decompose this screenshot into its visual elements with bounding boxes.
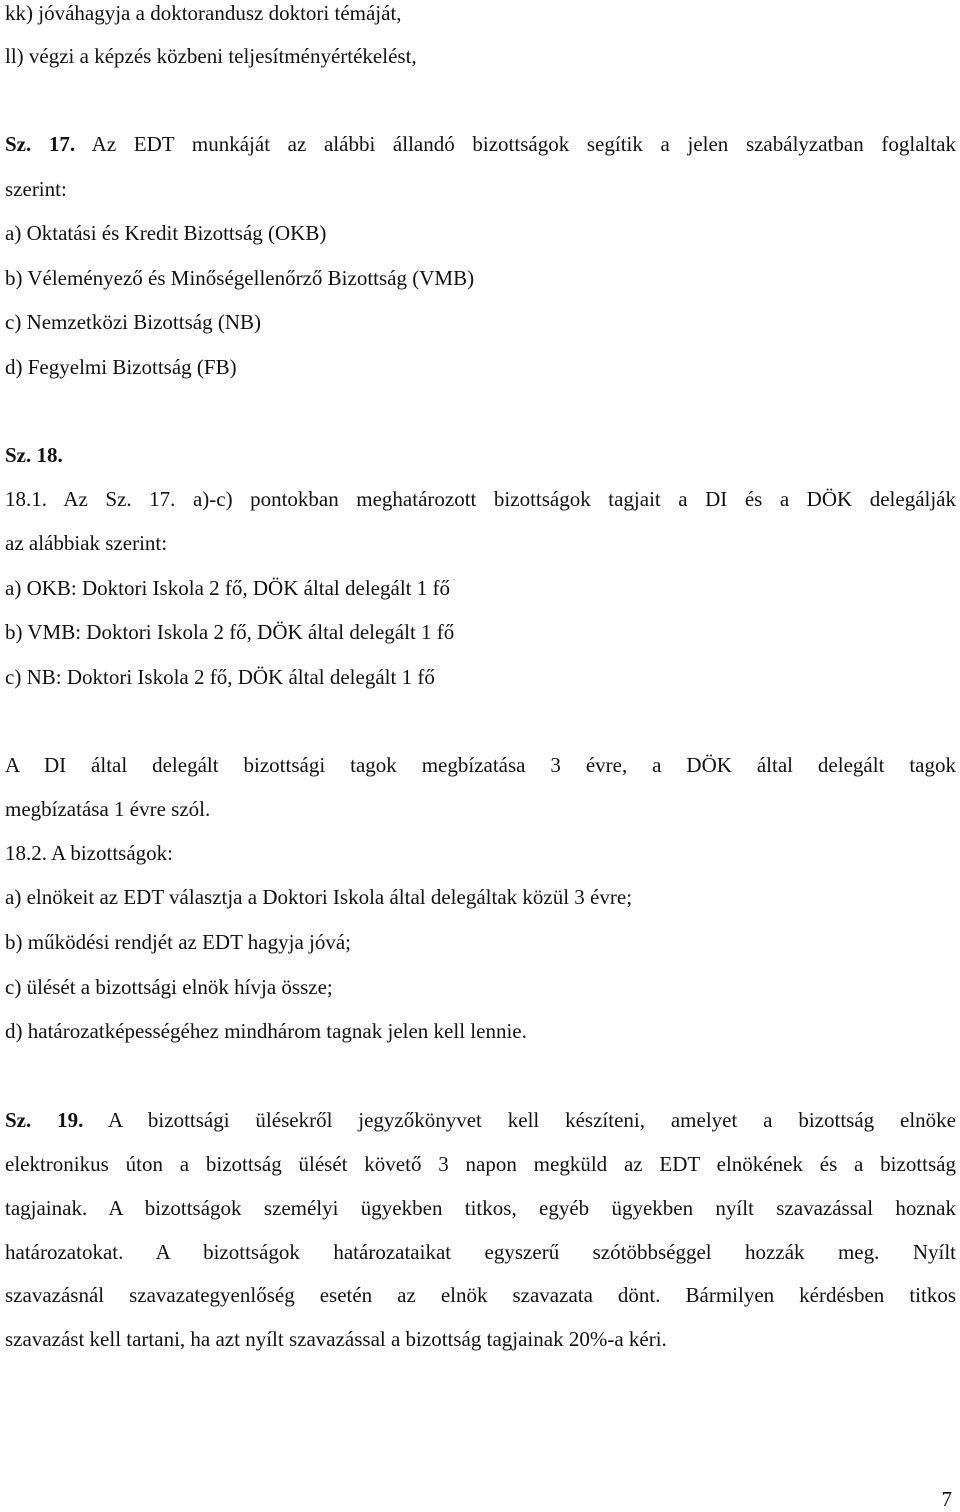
text-line: szerint: [5,177,67,201]
text-line: határozatokat. A bizottságok határozataikat egyszerű szótöbbséggel hozzák meg. Nyílt [5,1240,956,1264]
list-item: d) Fegyelmi Bizottság (FB) [5,355,237,379]
list-item: b) VMB: Doktori Iskola 2 fő, DÖK által delegált 1 fő [5,620,455,644]
section-19-first-line [5,1107,956,1133]
section-label: Sz. 17. [5,132,76,156]
list-item: c) NB: Doktori Iskola 2 fő, DÖK által delegált 1 fő [5,665,435,689]
text-line: kk) jóváhagyja a doktorandusz doktori témáját, [5,1,402,25]
list-item: a) Oktatási és Kredit Bizottság (OKB) [5,221,327,245]
section-label: Sz. 19. [5,1108,84,1132]
text-line: megbízatása 1 évre szól. [5,797,211,821]
list-item: a) elnökeit az EDT választja a Doktori Iskola által delegáltak közül 3 évre; [5,885,633,909]
text-span: A bizottsági ülésekről jegyzőkönyvet kell készíteni, amelyet a bizottság elnöke [83,1108,956,1132]
list-item: d) határozatképességéhez mindhárom tagnak jelen kell lennie. [5,1019,527,1043]
page-number: 7 [941,1487,952,1511]
list-item: c) Nemzetközi Bizottság (NB) [5,310,261,334]
section-17-first-line [5,131,956,157]
subsection-heading: 18.2. A bizottságok: [5,841,173,865]
text-line: szavazásnál szavazategyenlőség esetén az elnök szavazata dönt. Bármilyen kérdésben titkos [5,1283,956,1307]
list-item: c) ülését a bizottsági elnök hívja össze; [5,975,333,999]
list-item: a) OKB: Doktori Iskola 2 fő, DÖK által delegált 1 fő [5,576,450,600]
section-label: Sz. 18. [5,443,63,467]
text-line: ll) végzi a képzés közbeni teljesítményértékelést, [5,44,417,68]
text-line: 18.1. Az Sz. 17. a)-c) pontokban meghatározott bizottságok tagjait a DI és a DÖK delegálják [5,487,956,511]
text-line: az alábbiak szerint: [5,531,168,555]
text-span: Az EDT munkáját az alábbi állandó bizottságok segítik a jelen szabályzatban foglaltak [75,132,956,156]
text-line: elektronikus úton a bizottság ülését követő 3 napon megküld az EDT elnökének és a bizottság [5,1152,956,1176]
list-item: b) működési rendjét az EDT hagyja jóvá; [5,930,352,954]
text-line: szavazást kell tartani, ha azt nyílt szavazással a bizottság tagjainak 20%-a kéri. [5,1327,667,1351]
text-line: A DI által delegált bizottsági tagok megbízatása 3 évre, a DÖK által delegált tagok [5,753,956,777]
text-line: tagjainak. A bizottságok személyi ügyekben titkos, egyéb ügyekben nyílt szavazással hoznak [5,1196,956,1220]
list-item: b) Véleményező és Minőségellenőrző Bizottság (VMB) [5,266,475,290]
